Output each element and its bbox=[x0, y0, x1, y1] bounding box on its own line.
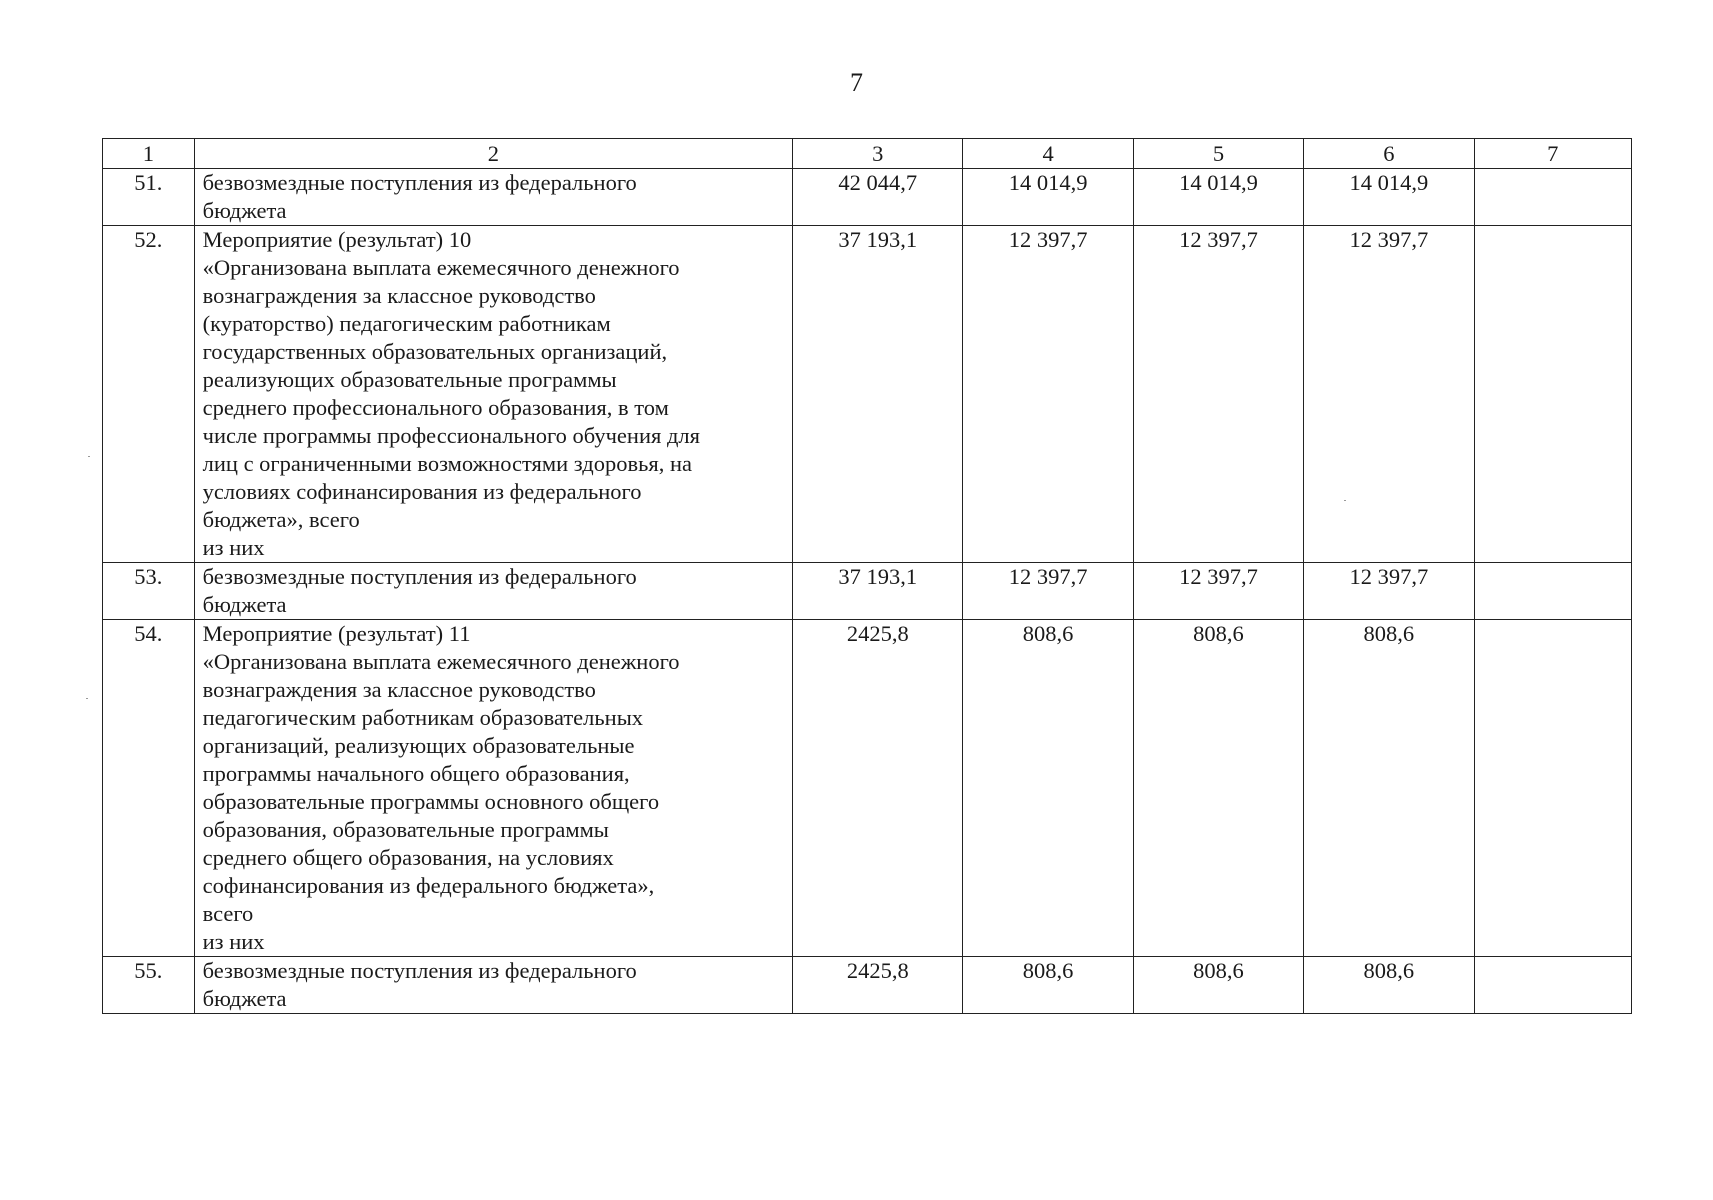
description-line: организаций, реализующих образовательные bbox=[202, 733, 635, 758]
header-cell: 7 bbox=[1474, 139, 1631, 169]
value-cell: 808,6 bbox=[1133, 620, 1303, 957]
description-line: (кураторство) педагогическим работникам bbox=[202, 311, 611, 336]
description-line: Мероприятие (результат) 11 bbox=[202, 621, 471, 646]
description-line: Мероприятие (результат) 10 bbox=[202, 227, 472, 252]
row-description bbox=[194, 620, 792, 957]
value-cell: 12 397,7 bbox=[1133, 563, 1303, 620]
row-number: 51. bbox=[103, 169, 195, 226]
table-row bbox=[103, 620, 1632, 957]
value-cell: 14 014,9 bbox=[1304, 169, 1474, 226]
value-cell: 12 397,7 bbox=[963, 563, 1133, 620]
description-line: бюджета bbox=[202, 986, 287, 1011]
value-cell: 808,6 bbox=[1304, 620, 1474, 957]
row-number: 54. bbox=[103, 620, 195, 957]
description-line: образования, образовательные программы bbox=[202, 817, 609, 842]
description-line: бюджета», всего bbox=[202, 507, 360, 532]
scan-speck bbox=[88, 456, 90, 457]
row-description bbox=[194, 563, 792, 620]
value-cell bbox=[1474, 957, 1631, 1014]
description-line: образовательные программы основного общего bbox=[202, 789, 660, 814]
value-cell: 2425,8 bbox=[793, 620, 963, 957]
description-line: лиц с ограниченными возможностями здоровья, на bbox=[202, 451, 692, 476]
description-line: числе программы профессионального обучения для bbox=[202, 423, 701, 448]
description-line: реализующих образовательные программы bbox=[202, 367, 617, 392]
value-cell: 2425,8 bbox=[793, 957, 963, 1014]
row-number: 55. bbox=[103, 957, 195, 1014]
value-cell: 12 397,7 bbox=[1133, 226, 1303, 563]
table-body bbox=[103, 169, 1632, 1014]
description-line: безвозмездные поступления из федерального bbox=[202, 170, 637, 195]
description-line: условиях софинансирования из федерального bbox=[202, 479, 642, 504]
value-cell: 14 014,9 bbox=[1133, 169, 1303, 226]
scan-speck bbox=[1344, 500, 1346, 501]
header-cell: 6 bbox=[1304, 139, 1474, 169]
description-line: из них bbox=[202, 929, 265, 954]
value-cell: 808,6 bbox=[1133, 957, 1303, 1014]
description-line: софинансирования из федерального бюджета», bbox=[202, 873, 655, 898]
scan-speck bbox=[86, 698, 88, 699]
value-cell: 37 193,1 bbox=[793, 226, 963, 563]
value-cell: 808,6 bbox=[1304, 957, 1474, 1014]
table-row bbox=[103, 226, 1632, 563]
description-line: среднего общего образования, на условиях bbox=[202, 845, 614, 870]
header-cell: 2 bbox=[194, 139, 792, 169]
description-line: бюджета bbox=[202, 592, 287, 617]
value-cell: 12 397,7 bbox=[963, 226, 1133, 563]
description-line: всего bbox=[202, 901, 254, 926]
row-description bbox=[194, 169, 792, 226]
description-line: государственных образовательных организаций, bbox=[202, 339, 668, 364]
description-line: педагогическим работникам образовательных bbox=[202, 705, 644, 730]
description-line: «Организована выплата ежемесячного денежного bbox=[202, 649, 680, 674]
value-cell: 14 014,9 bbox=[963, 169, 1133, 226]
value-cell bbox=[1474, 563, 1631, 620]
table-row bbox=[103, 957, 1632, 1014]
header-row bbox=[103, 139, 1632, 169]
row-number: 52. bbox=[103, 226, 195, 563]
value-cell: 37 193,1 bbox=[793, 563, 963, 620]
description-line: безвозмездные поступления из федерального bbox=[202, 958, 637, 983]
budget-table bbox=[102, 138, 1632, 1014]
value-cell bbox=[1474, 226, 1631, 563]
description-line: среднего профессионального образования, в том bbox=[202, 395, 669, 420]
table-row bbox=[103, 169, 1632, 226]
header-cell: 5 bbox=[1133, 139, 1303, 169]
row-description bbox=[194, 957, 792, 1014]
page-number: 7 bbox=[850, 68, 863, 97]
header-cell: 3 bbox=[793, 139, 963, 169]
description-line: безвозмездные поступления из федерального bbox=[202, 564, 637, 589]
description-line: бюджета bbox=[202, 198, 287, 223]
table-header bbox=[103, 139, 1632, 169]
description-line: «Организована выплата ежемесячного денежного bbox=[202, 255, 680, 280]
value-cell bbox=[1474, 169, 1631, 226]
description-line: вознаграждения за классное руководство bbox=[202, 677, 596, 702]
value-cell bbox=[1474, 620, 1631, 957]
value-cell: 808,6 bbox=[963, 620, 1133, 957]
table-row bbox=[103, 563, 1632, 620]
value-cell: 808,6 bbox=[963, 957, 1133, 1014]
header-cell: 4 bbox=[963, 139, 1133, 169]
value-cell: 42 044,7 bbox=[793, 169, 963, 226]
value-cell: 12 397,7 bbox=[1304, 226, 1474, 563]
description-line: вознаграждения за классное руководство bbox=[202, 283, 596, 308]
row-description bbox=[194, 226, 792, 563]
header-cell: 1 bbox=[103, 139, 195, 169]
row-number: 53. bbox=[103, 563, 195, 620]
description-line: программы начального общего образования, bbox=[202, 761, 630, 786]
description-line: из них bbox=[202, 535, 265, 560]
value-cell: 12 397,7 bbox=[1304, 563, 1474, 620]
